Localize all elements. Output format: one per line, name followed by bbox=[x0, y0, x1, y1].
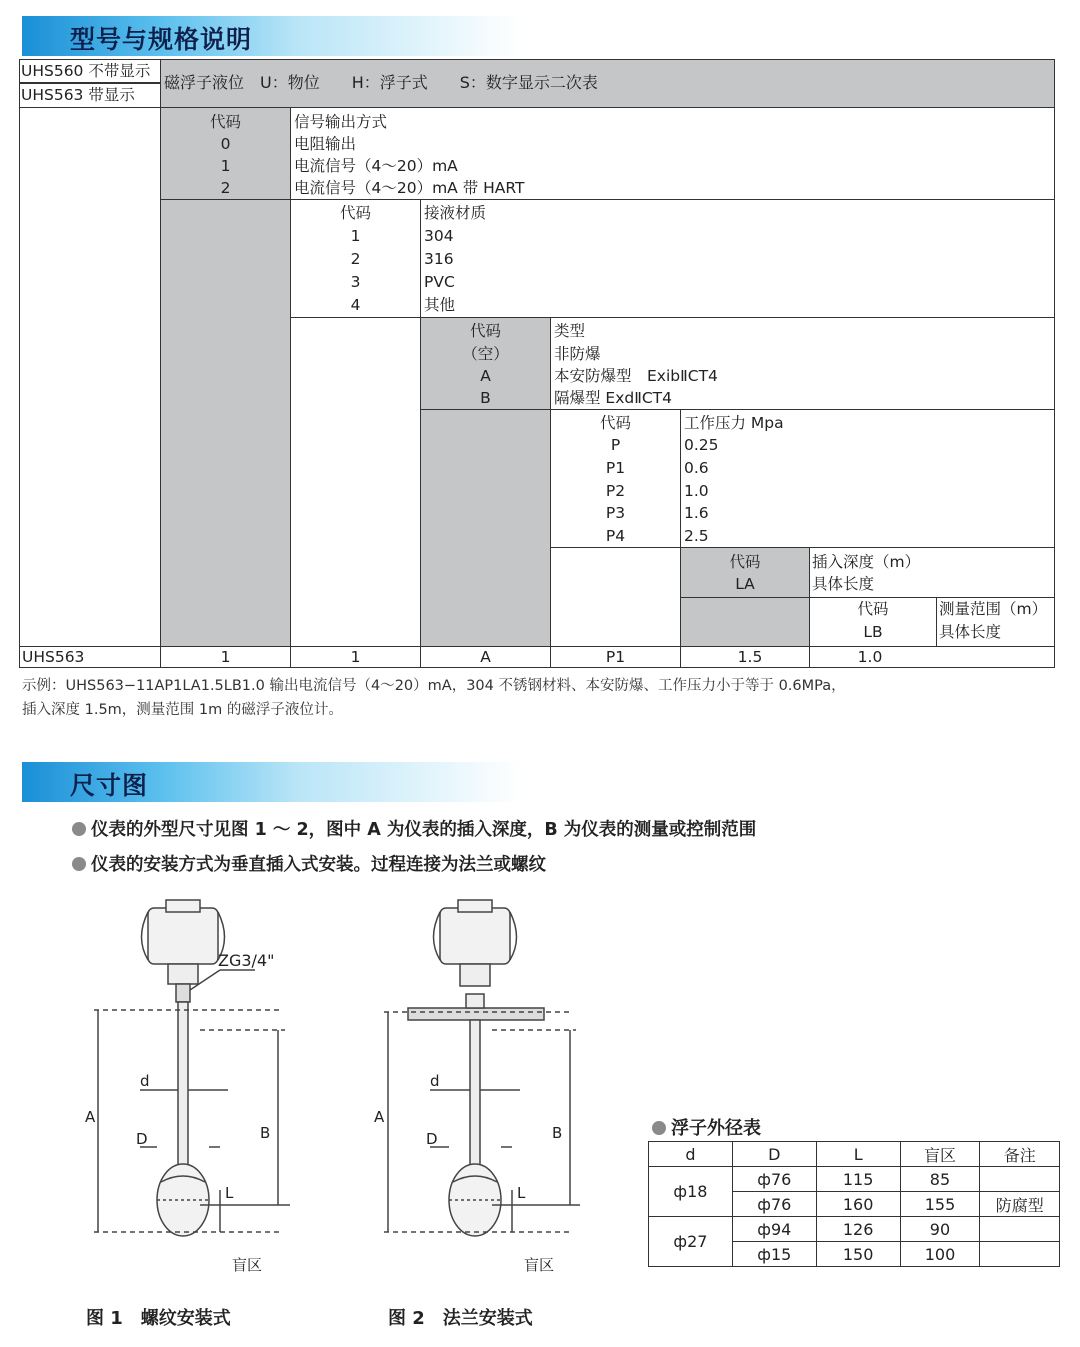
signal-code-0: 0 bbox=[220, 135, 231, 153]
fig1-B-label: B bbox=[260, 1124, 271, 1142]
float-note bbox=[980, 1217, 1060, 1242]
fig1-thread-label: ZG3/4" bbox=[218, 951, 275, 970]
fig2-A-label: A bbox=[374, 1108, 385, 1126]
example-material: 1 bbox=[350, 648, 361, 666]
material-code-2: 2 bbox=[350, 250, 361, 268]
type-code-B: B bbox=[480, 389, 491, 407]
material-desc-2: 316 bbox=[424, 250, 454, 268]
float-blind: 90 bbox=[900, 1217, 980, 1242]
fig2-blind-label: 盲区 bbox=[524, 1256, 555, 1274]
material-code-3: 3 bbox=[350, 273, 361, 291]
type-code-header: 代码 bbox=[469, 322, 501, 340]
pressure-desc-P2: 1.0 bbox=[684, 482, 709, 500]
type-desc-A: 本安防爆型 ExibⅡCT4 bbox=[554, 367, 718, 385]
example-signal: 1 bbox=[220, 648, 231, 666]
example-model: UHS563 bbox=[22, 648, 85, 666]
range-code-value: LB bbox=[863, 623, 883, 641]
example-range: 1.0 bbox=[857, 648, 883, 666]
signal-spine bbox=[161, 200, 290, 646]
fig1-L-label: L bbox=[225, 1184, 234, 1202]
bullet-dot-icon bbox=[72, 822, 86, 836]
dim-bullet-2 bbox=[72, 851, 546, 876]
float-th-blind: 盲区 bbox=[900, 1142, 980, 1167]
signal-desc-1: 电流信号（4～20）mA bbox=[294, 157, 458, 175]
float-note: 防腐型 bbox=[980, 1192, 1060, 1217]
float-blind: 85 bbox=[900, 1167, 980, 1192]
header-desc-cell bbox=[160, 59, 1055, 108]
example-pressure: P1 bbox=[605, 648, 626, 666]
float-th-note: 备注 bbox=[980, 1142, 1060, 1167]
float-d-18: ф18 bbox=[649, 1167, 733, 1217]
float-L: 115 bbox=[816, 1167, 900, 1192]
material-code-4: 4 bbox=[350, 296, 361, 314]
pressure-code-P: P bbox=[610, 436, 621, 454]
signal-code-1: 1 bbox=[220, 157, 231, 175]
float-th-L: L bbox=[816, 1142, 900, 1167]
pressure-code-P4: P4 bbox=[605, 527, 626, 545]
float-table bbox=[648, 1141, 1060, 1267]
signal-code-header: 代码 bbox=[209, 113, 241, 131]
pressure-desc-P1: 0.6 bbox=[684, 459, 709, 477]
fig1-A-label: A bbox=[85, 1108, 96, 1126]
material-label: 接液材质 bbox=[424, 204, 487, 222]
pressure-code-P3: P3 bbox=[605, 504, 626, 522]
float-D: ф76 bbox=[732, 1192, 816, 1217]
type-code-A: A bbox=[480, 367, 491, 385]
model-cell-560 bbox=[19, 59, 161, 83]
material-desc-1: 304 bbox=[424, 227, 454, 245]
example-note-1: 示例：UHS563−11AP1LA1.5LB1.0 输出电流信号（4～20）mA，304 不锈钢材料、本安防爆、工作压力小于等于 0.6MPa， bbox=[22, 678, 846, 694]
fig2-caption: 图 2 法兰安装式 bbox=[388, 1308, 533, 1329]
pressure-desc-P4: 2.5 bbox=[684, 527, 709, 545]
pressure-code-P1: P1 bbox=[605, 459, 626, 477]
type-code-empty: （空） bbox=[462, 345, 509, 363]
float-L: 160 bbox=[816, 1192, 900, 1217]
range-label: 测量范围（m） bbox=[939, 600, 1048, 618]
float-blind: 100 bbox=[900, 1242, 980, 1267]
pressure-code-P2: P2 bbox=[605, 482, 626, 500]
fig2-d-label: d bbox=[430, 1072, 440, 1090]
insert-label: 插入深度（m） bbox=[812, 553, 921, 571]
signal-label: 信号输出方式 bbox=[294, 113, 388, 131]
float-th-d: d bbox=[649, 1142, 733, 1167]
float-d-27: ф27 bbox=[649, 1217, 733, 1267]
float-L: 126 bbox=[816, 1217, 900, 1242]
fig1-D-label: D bbox=[136, 1130, 148, 1148]
fig1-diagram bbox=[80, 890, 320, 1300]
range-code-header: 代码 bbox=[857, 600, 889, 618]
bullet-dot-icon bbox=[72, 857, 86, 871]
float-note bbox=[980, 1242, 1060, 1267]
fig2-L-label: L bbox=[517, 1184, 526, 1202]
fig2-B-label: B bbox=[552, 1124, 563, 1142]
model-cell-563 bbox=[19, 83, 161, 108]
type-desc-B: 隔爆型 ExdⅡCT4 bbox=[554, 389, 673, 407]
pressure-desc-P: 0.25 bbox=[684, 436, 719, 454]
pressure-code-header: 代码 bbox=[599, 414, 631, 432]
header-desc: 磁浮子液位 U：物位 H：浮子式 S：数字显示二次表 bbox=[164, 73, 598, 92]
float-D: ф15 bbox=[732, 1242, 816, 1267]
float-table-header bbox=[649, 1142, 1060, 1167]
dim-bullet-1 bbox=[72, 816, 756, 841]
float-L: 150 bbox=[816, 1242, 900, 1267]
fig2-D-label: D bbox=[426, 1130, 438, 1148]
float-table-title-text: 浮子外径表 bbox=[671, 1118, 761, 1139]
insert-code-value: LA bbox=[735, 575, 755, 593]
dim-section-banner bbox=[22, 762, 522, 802]
signal-desc-2: 电流信号（4～20）mA 带 HART bbox=[294, 179, 525, 197]
insert-desc: 具体长度 bbox=[812, 575, 875, 593]
dim-section-title: 尺寸图 bbox=[70, 771, 149, 800]
example-note-2: 插入深度 1.5m，测量范围 1m 的磁浮子液位计。 bbox=[22, 702, 343, 718]
model-560-label: UHS560 不带显示 bbox=[21, 62, 151, 80]
dim-bullet-1-text: 仪表的外型尺寸见图 1 ～ 2，图中 A 为仪表的插入深度，B 为仪表的测量或控制范围 bbox=[91, 820, 757, 840]
fig1-d-label: d bbox=[140, 1072, 150, 1090]
range-desc: 具体长度 bbox=[939, 623, 1002, 641]
float-note bbox=[980, 1167, 1060, 1192]
material-desc-4: 其他 bbox=[424, 296, 456, 314]
fig1-blind-label: 盲区 bbox=[232, 1256, 263, 1274]
material-desc-3: PVC bbox=[424, 273, 455, 291]
float-blind: 155 bbox=[900, 1192, 980, 1217]
float-table-title bbox=[652, 1114, 761, 1140]
table-row bbox=[649, 1217, 1060, 1242]
bullet-dot-icon bbox=[652, 1121, 666, 1135]
example-insert: 1.5 bbox=[737, 648, 763, 666]
example-type: A bbox=[480, 648, 491, 666]
fig2-diagram bbox=[370, 890, 600, 1300]
pressure-label: 工作压力 Mpa bbox=[684, 414, 784, 432]
float-D: ф76 bbox=[732, 1167, 816, 1192]
insert-code-header: 代码 bbox=[729, 553, 761, 571]
model-563-label: UHS563 带显示 bbox=[21, 86, 135, 104]
table-row bbox=[649, 1167, 1060, 1192]
type-label: 类型 bbox=[554, 322, 586, 340]
spec-section-title: 型号与规格说明 bbox=[70, 25, 253, 54]
material-code-1: 1 bbox=[350, 227, 361, 245]
fig1-caption: 图 1 螺纹安装式 bbox=[86, 1308, 231, 1329]
signal-code-2: 2 bbox=[220, 179, 231, 197]
pressure-desc-P3: 1.6 bbox=[684, 504, 709, 522]
type-desc-empty: 非防爆 bbox=[554, 345, 601, 363]
float-th-D: D bbox=[732, 1142, 816, 1167]
spec-section-banner bbox=[22, 16, 522, 56]
material-code-header: 代码 bbox=[339, 204, 371, 222]
dim-bullet-2-text: 仪表的安装方式为垂直插入式安装。过程连接为法兰或螺纹 bbox=[91, 855, 546, 875]
signal-desc-0: 电阻输出 bbox=[294, 135, 357, 153]
float-D: ф94 bbox=[732, 1217, 816, 1242]
